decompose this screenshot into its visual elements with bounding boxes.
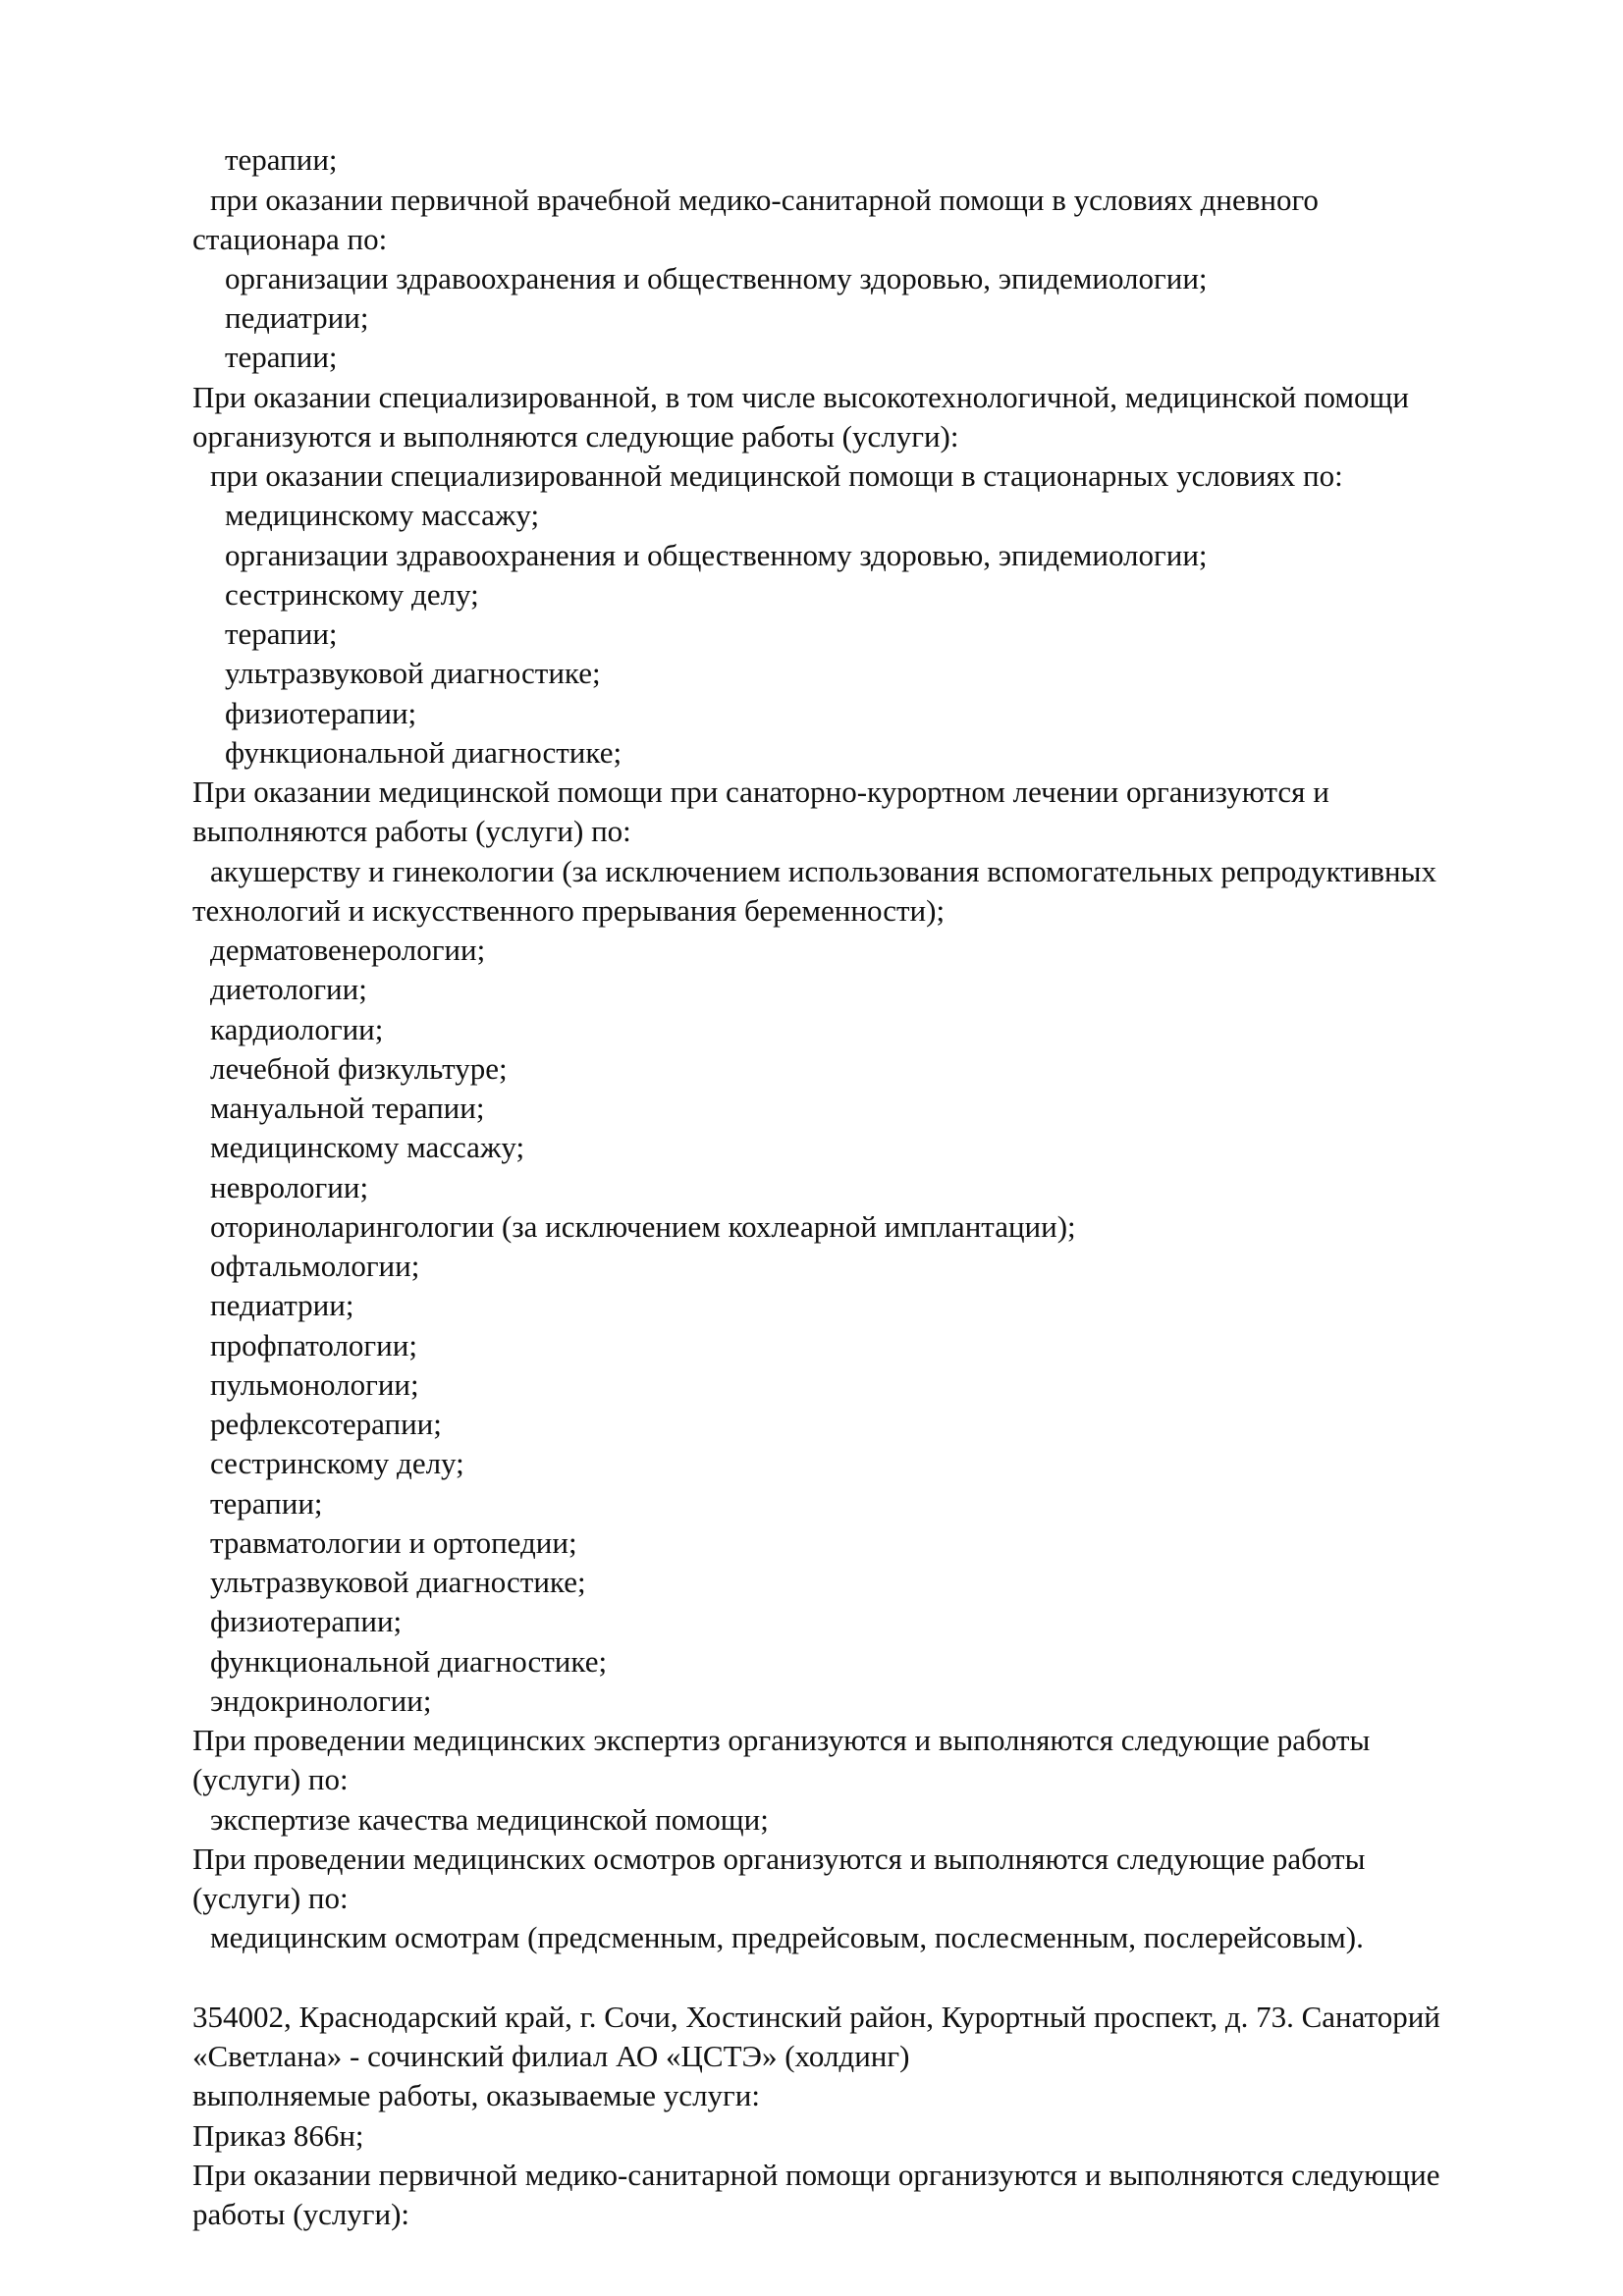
text-line: стационара по: xyxy=(192,222,388,256)
text-line: организации здравоохранения и общественному здоровью, эпидемиологии; xyxy=(225,261,1208,295)
text-line: пульмонологии; xyxy=(210,1367,419,1402)
text-line: мануальной терапии; xyxy=(210,1091,485,1125)
text-line: ультразвуковой диагностике; xyxy=(225,656,601,690)
text-line: сестринскому делу; xyxy=(225,577,479,612)
text-line: экспертизе качества медицинской помощи; xyxy=(210,1802,769,1837)
text-line: дерматовенерологии; xyxy=(210,933,486,967)
text-line: терапии; xyxy=(225,616,338,651)
text-line: терапии; xyxy=(210,1486,323,1521)
text-line: терапии; xyxy=(225,142,338,177)
text-line: травматологии и ортопедии; xyxy=(210,1525,577,1560)
text-line: организации здравоохранения и общественному здоровью, эпидемиологии; xyxy=(225,538,1208,572)
text-line: технологий и искусственного прерывания беременности); xyxy=(192,893,946,928)
text-line: «Светлана» - сочинский филиал АО «ЦСТЭ» (холдинг) xyxy=(192,2039,910,2073)
text-line: При проведении медицинских осмотров организуются и выполняются следующие работы xyxy=(192,1842,1366,1876)
text-line: акушерству и гинекологии (за исключением использования вспомогательных репродуктивных xyxy=(210,854,1436,888)
text-line: физиотерапии; xyxy=(225,696,417,730)
text-line: организуются и выполняются следующие работы (услуги): xyxy=(192,419,959,454)
text-line: физиотерапии; xyxy=(210,1604,403,1638)
text-line: диетологии; xyxy=(210,972,367,1006)
text-line: оториноларингологии (за исключением кохлеарной имплантации); xyxy=(210,1209,1076,1244)
text-line: При оказании медицинской помощи при санаторно-курортном лечении организуются и xyxy=(192,774,1329,809)
text-line: функциональной диагностике; xyxy=(225,735,622,770)
text-line: при оказании первичной врачебной медико-санитарной помощи в условиях дневного xyxy=(210,183,1319,217)
text-line: педиатрии; xyxy=(225,300,369,335)
text-line: неврологии; xyxy=(210,1170,369,1204)
text-line: выполняются работы (услуги) по: xyxy=(192,814,631,848)
text-line: лечебной физкультуре; xyxy=(210,1051,508,1086)
text-line: (услуги) по: xyxy=(192,1881,349,1915)
text-line: сестринскому делу; xyxy=(210,1446,464,1480)
text-line: профпатологии; xyxy=(210,1328,417,1362)
text-line: выполняемые работы, оказываемые услуги: xyxy=(192,2078,760,2112)
text-line: При оказании первичной медико-санитарной помощи организуются и выполняются следующие xyxy=(192,2158,1440,2192)
text-line: рефлексотерапии; xyxy=(210,1407,442,1441)
text-line: офтальмологии; xyxy=(210,1249,420,1283)
text-line: медицинским осмотрам (предсменным, предрейсовым, послесменным, послерейсовым). xyxy=(210,1920,1364,1954)
text-line: При проведении медицинских экспертиз организуются и выполняются следующие работы xyxy=(192,1723,1371,1757)
text-line: Приказ 866н; xyxy=(192,2118,364,2153)
text-line: терапии; xyxy=(225,340,338,374)
text-line: медицинскому массажу; xyxy=(225,498,540,532)
text-line: работы (услуги): xyxy=(192,2197,410,2231)
text-line: при оказании специализированной медицинской помощи в стационарных условиях по: xyxy=(210,458,1343,493)
text-line: (услуги) по: xyxy=(192,1762,349,1796)
text-line: педиатрии; xyxy=(210,1288,354,1322)
text-line: При оказании специализированной, в том числе высокотехнологичной, медицинской помощи xyxy=(192,380,1409,414)
text-line: кардиологии; xyxy=(210,1012,384,1046)
text-line: ультразвуковой диагностике; xyxy=(210,1565,586,1599)
text-line: функциональной диагностике; xyxy=(210,1644,608,1679)
text-line: медицинскому массажу; xyxy=(210,1130,525,1164)
text-line: эндокринологии; xyxy=(210,1683,432,1718)
text-line: 354002, Краснодарский край, г. Сочи, Хостинский район, Курортный проспект, д. 73. Санаторий xyxy=(192,2000,1440,2034)
